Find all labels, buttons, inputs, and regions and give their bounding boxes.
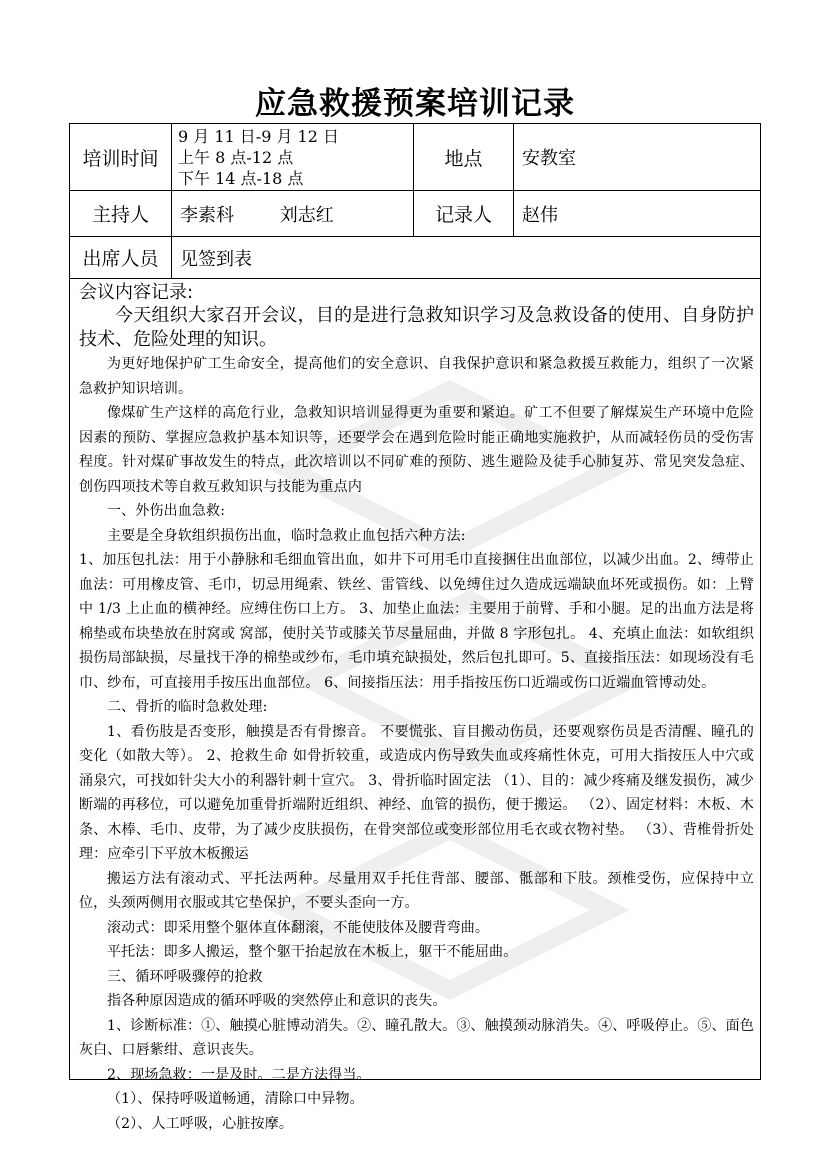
content-body [79, 352, 754, 1136]
recorder-label: 记录人 [414, 191, 514, 236]
content-paragraph: 1、诊断标准：①、触摸心脏博动消失。②、瞳孔散大。③、触摸颈动脉消失。④、呼吸停止。⑤、面色灰白、口唇紫绀、意识丧失。 [79, 1017, 754, 1058]
content-paragraph: 滚动式：即采用整个躯体直体翻滚，不能使肢体及腰背弯曲。 [107, 919, 490, 936]
host-label: 主持人 [70, 191, 172, 236]
training-time-value [172, 124, 414, 190]
content-heading: 会议内容记录: [79, 282, 194, 303]
record-table [69, 123, 761, 1132]
content-paragraph: 1、加压包扎法：用于小静脉和毛细血管出血，如井下可用毛巾直接捆住出血部位，以减少出血。2、缚带止血法：可用橡皮管、毛巾，切忌用绳索、铁丝、雷管线、以免缚住过久造成远端缺血坏死或损伤。如：上臂中 1/3 上止血的横神经。应缚住伤口上方。 3、加垫止血法：主要用于前臂、手和小腿。足的出血方法是将棉垫或布块垫放在肘窝或 窝部，使肘关节或膝关节尽量屈曲，并做 8 字形包扎。 4、充填止血法：如软组织损伤局部缺损，尽量找干净的棉垫或纱布，毛巾填充缺损处，然后包扎即可。5、直接指压法：如现场没有毛巾、纱布，可直接用手按压出血部位。 6、间接指压法：用手指按压伤口近端或伤口近端血管博动处。 [79, 552, 754, 691]
content-paragraph: 指各种原因造成的循环呼吸的突然停止和意识的丧失。 [107, 993, 447, 1009]
content-intro: 今天组织大家召开会议，目的是进行急救知识学习及急救设备的使用、自身防护技术、危险处理的知识。 [79, 305, 754, 350]
row-training-time [70, 124, 760, 191]
page-title: 应急救援预案培训记录 [255, 86, 575, 122]
content-paragraph: （2）、人工呼吸，心脏按摩。 [107, 1115, 294, 1132]
attendees-value: 见签到表 [180, 248, 252, 270]
content-paragraph: 平托法：即多人搬运，整个躯干抬起放在木板上，躯干不能屈曲。 [107, 944, 518, 960]
content-paragraph: 一、外伤出血急救: [107, 503, 226, 519]
attendees-label: 出席人员 [70, 237, 172, 278]
content-paragraph: 三、循环呼吸骤停的抢救 [107, 968, 263, 985]
training-time-line: 上午 8 点-12 点 [178, 148, 294, 167]
content-paragraph: 像煤矿生产这样的高危行业，急救知识培训显得更为重要和紧迫。矿工不但要了解煤炭生产环境中危险因素的预防、掌握应急救护基本知识等，还要学会在遇到危险时能正确地实施救护，从而减轻伤员的受伤害程度。针对煤矿事故发生的特点，此次培训以不同矿难的预防、逃生避险及徒手心肺复苏、常见突发急症、创伤四项技术等自救互救知识与技能为重点内 [79, 405, 754, 495]
recorder-value: 赵伟 [522, 204, 558, 226]
meeting-content [70, 279, 760, 1136]
training-time-line: 下午 14 点-18 点 [178, 169, 304, 188]
content-paragraph: 搬运方法有滚动式、平托法两种。尽量用双手托住背部、腰部、骶部和下肢。颈椎受伤，应保持中立位，头颈两侧用衣服或其它垫保护，不要头歪向一方。 [79, 870, 754, 911]
row-attendees [70, 237, 760, 279]
training-time-label: 培训时间 [70, 124, 172, 190]
content-paragraph: 为更好地保护矿工生命安全，提高他们的安全意识、自我保护意识和紧急救援互救能力，组织了一次紧急救护知识培训。 [79, 356, 754, 397]
content-paragraph: 主要是全身软组织损伤出血，临时急救止血包括六种方法: [107, 527, 466, 544]
training-time-line: 9 月 11 日-9 月 12 日 [178, 127, 340, 146]
content-paragraph: 二、骨折的临时急救处理: [107, 699, 268, 715]
content-paragraph: （1）、保持呼吸道畅通，清除口中异物。 [107, 1091, 364, 1107]
host-value: 李素科 刘志红 [172, 191, 414, 236]
place-value: 安教室 [522, 148, 576, 169]
row-host [70, 191, 760, 237]
place-label: 地点 [414, 124, 514, 190]
content-paragraph: 1、看伤肢是否变形，触摸是否有骨擦音。 不要慌张、盲目搬动伤员，还要观察伤员是否清醒、瞳孔的变化（如散大等）。 2、抢救生命 如骨折较重，或造成内伤导致失血或疼痛性休克，可用大指按压人中穴或涌泉穴，可找如针尖大小的利器针刺十宣穴。 3、骨折临时固定法 （1）、目的：减少疼痛及继发损伤，减少断端的再移位，可以避免加重骨折端附近组织、神经、血管的损伤，便于搬运。 （2）、固定材料：木板、木条、木棒、毛巾、皮带，为了减少皮肤损伤，在骨突部位或变形部位用毛衣或衣物衬垫。 （3）、背椎骨折处理：应牵引下平放木板搬运 [79, 723, 754, 862]
content-paragraph: 2、现场急救：一是及时。二是方法得当。 [107, 1066, 371, 1083]
